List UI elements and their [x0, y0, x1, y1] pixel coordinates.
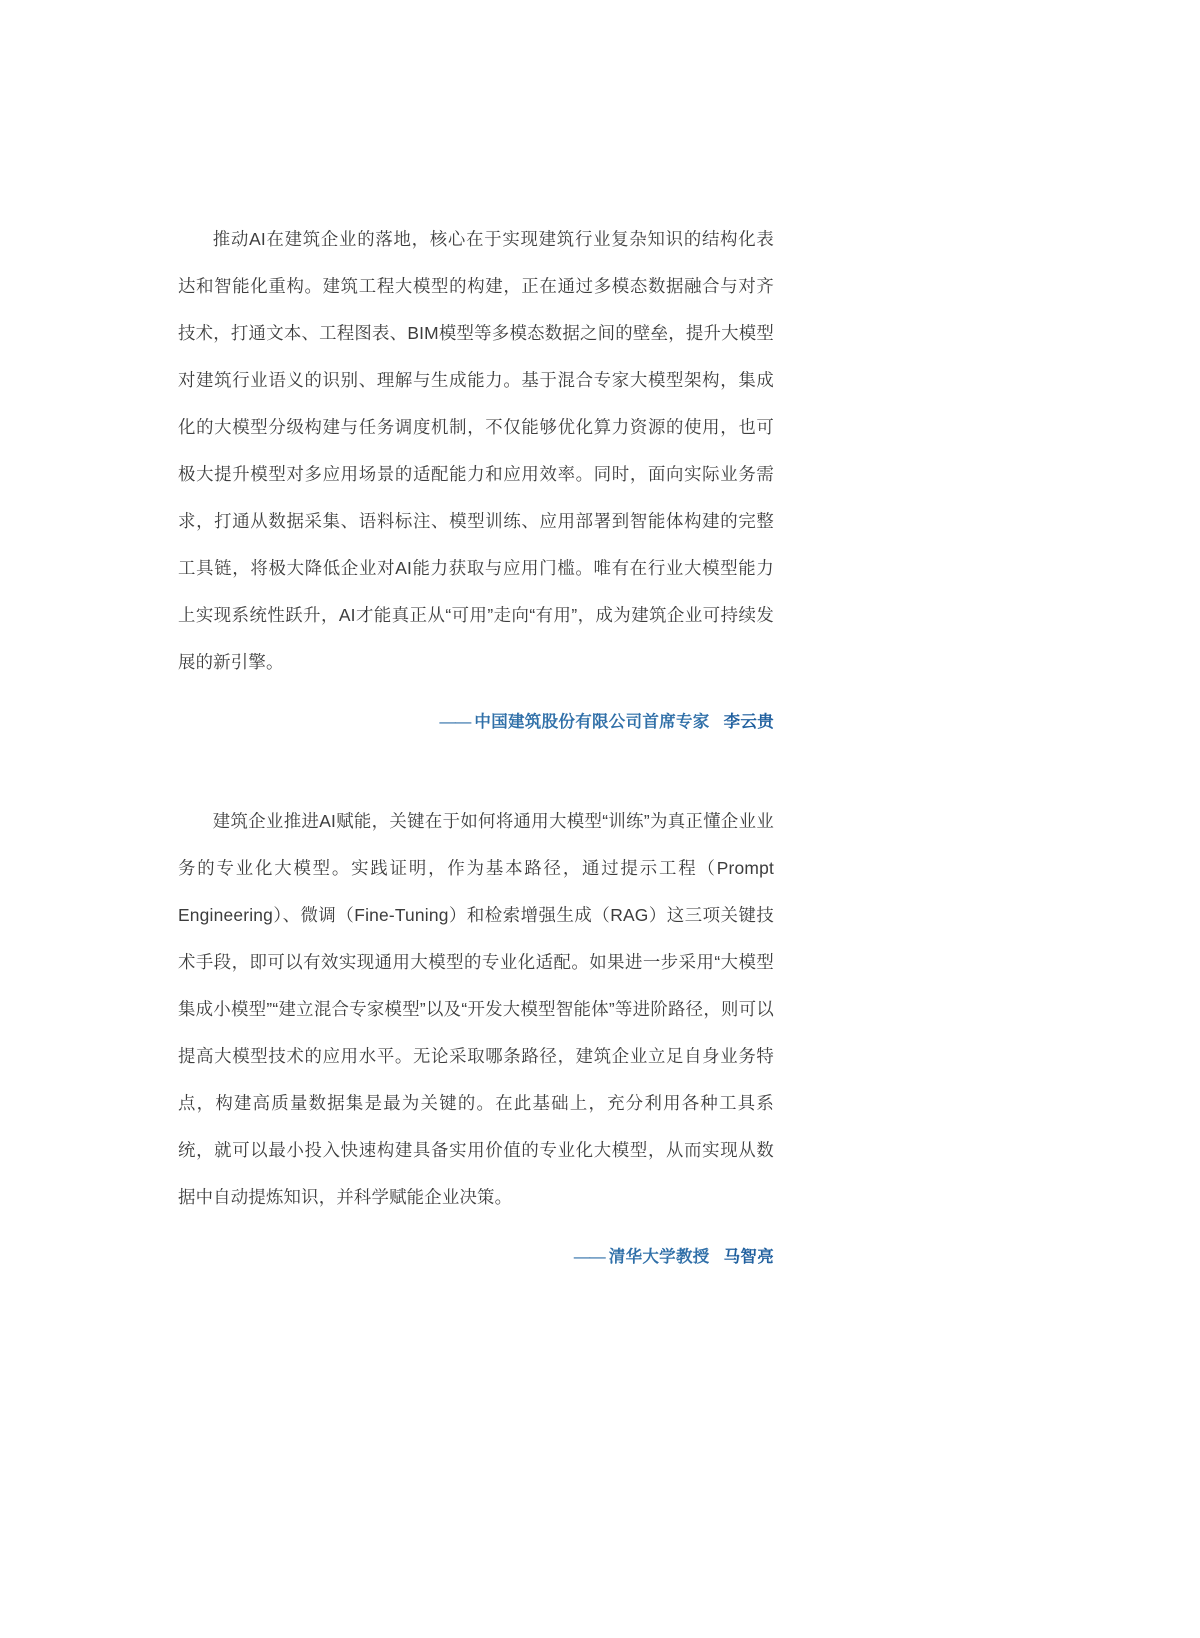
quote-attribution: [178, 708, 774, 732]
page-content: [178, 216, 774, 1267]
quote-paragraph: 推动AI在建筑企业的落地，核心在于实现建筑行业复杂知识的结构化表达和智能化重构。建筑工程大模型的构建，正在通过多模态数据融合与对齐技术，打通文本、工程图表、BIM模型等多模态数据之间的壁垒，提升大模型对建筑行业语义的识别、理解与生成能力。基于混合专家大模型架构，集成化的大模型分级构建与任务调度机制，不仅能够优化算力资源的使用，也可极大提升模型对多应用场景的适配能力和应用效率。同时，面向实际业务需求，打通从数据采集、语料标注、模型训练、应用部署到智能体构建的完整工具链，将极大降低企业对AI能力获取与应用门槛。唯有在行业大模型能力上实现系统性跃升，AI才能真正从“可用”走向“有用”，成为建筑企业可持续发展的新引擎。: [178, 229, 774, 672]
quote-block-1: [178, 216, 774, 732]
attribution-dash: ——: [439, 713, 471, 731]
quote-block-2: [178, 798, 774, 1267]
attribution-affiliation: 中国建筑股份有限公司首席专家: [474, 713, 710, 731]
attribution-name: 马智亮: [723, 1248, 774, 1266]
quote-paragraph: 建筑企业推进AI赋能，关键在于如何将通用大模型“训练”为真正懂企业业务的专业化大模型。实践证明，作为基本路径，通过提示工程（Prompt Engineering）、微调（Fine-Tuning）和检索增强生成（RAG）这三项关键技术手段，即可以有效实现通用大模型的专业化适配。如果进一步采用“大模型集成小模型”“建立混合专家模型”以及“开发大模型智能体”等进阶路径，则可以提高大模型技术的应用水平。无论采取哪条路径，建筑企业立足自身业务特点，构建高质量数据集是最为关键的。在此基础上，充分利用各种工具系统，就可以最小投入快速构建具备实用价值的专业化大模型，从而实现从数据中自动提炼知识，并科学赋能企业决策。: [178, 811, 774, 1207]
attribution-name: 李云贵: [723, 713, 774, 731]
quote-attribution: [178, 1243, 774, 1267]
attribution-dash: ——: [573, 1248, 605, 1266]
attribution-affiliation: 清华大学教授: [608, 1248, 710, 1266]
